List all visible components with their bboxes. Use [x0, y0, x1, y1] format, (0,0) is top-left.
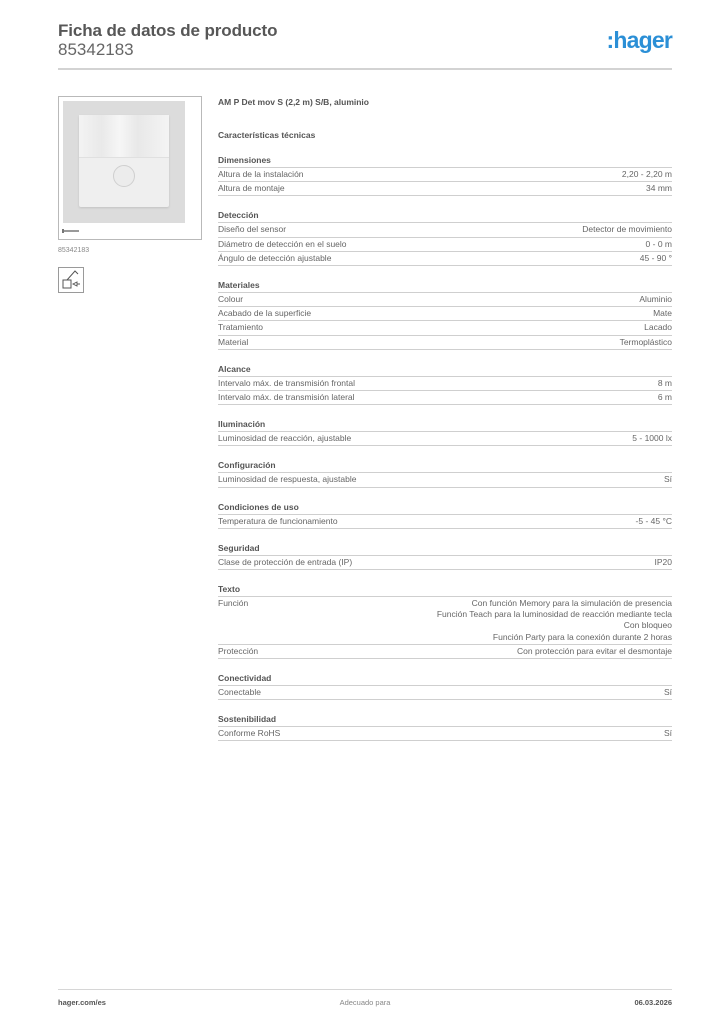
hager-logo: :hager	[606, 27, 672, 53]
left-panel	[58, 96, 202, 293]
spec-label: Protección	[218, 645, 259, 656]
screw-icon	[62, 229, 80, 233]
spec-label: Clase de protección de entrada (IP)	[218, 556, 353, 567]
sensor-button	[113, 165, 135, 187]
spec-group-configuracion	[218, 459, 672, 487]
spec-label: Colour	[218, 294, 244, 305]
spec-row	[218, 307, 672, 321]
spec-value: 5 - 1000 lx	[632, 433, 672, 444]
spec-value: 0 - 0 m	[645, 238, 672, 249]
spec-label: Diseño del sensor	[218, 224, 287, 235]
spec-row	[218, 252, 672, 266]
spec-row	[218, 556, 672, 570]
spec-value: Sí	[663, 474, 672, 485]
group-title: Configuración	[218, 459, 672, 473]
spec-value: Detector de movimiento	[582, 224, 672, 235]
spec-value: Lacado	[644, 322, 672, 333]
product-number: 85342183	[58, 40, 134, 59]
group-title: Condiciones de uso	[218, 501, 672, 515]
spec-value-line: Con función Memory para la simulación de presencia	[471, 598, 672, 609]
spec-value-line: Función Teach para la luminosidad de reacción mediante tecla	[436, 609, 672, 620]
spec-value: 2,20 - 2,20 m	[621, 169, 672, 179]
spec-label: Acabado de la superficie	[218, 308, 312, 319]
spec-group-seguridad	[218, 542, 672, 570]
spec-value: -5 - 45 °C	[635, 515, 672, 526]
group-title: Materiales	[218, 279, 672, 293]
spec-value: Con protección para evitar el desmontaje	[517, 645, 672, 656]
spec-row	[218, 391, 672, 405]
spec-row	[218, 377, 672, 391]
document-title: Ficha de datos de producto	[58, 21, 278, 40]
spec-row	[218, 223, 672, 237]
page-footer	[58, 998, 672, 1010]
spec-label: Conforme RoHS	[218, 728, 281, 739]
spec-value-line: Función Party para la conexión durante 2 horas	[492, 631, 672, 642]
spec-label: Luminosidad de respuesta, ajustable	[218, 474, 357, 485]
page-header	[58, 20, 672, 70]
spec-row	[218, 515, 672, 529]
group-title: Detección	[218, 209, 672, 223]
spec-row	[218, 168, 672, 182]
spec-value: Mate	[653, 308, 672, 319]
spec-value: IP20	[654, 556, 672, 567]
spec-value: 45 - 90 °	[639, 252, 672, 263]
spec-row	[218, 597, 672, 645]
spec-label: Diámetro de detección en el suelo	[218, 238, 347, 249]
spec-value: 6 m	[657, 392, 672, 403]
spec-label: Intervalo máx. de transmisión frontal	[218, 377, 356, 388]
spec-row	[218, 182, 672, 196]
spec-group-alcance	[218, 363, 672, 405]
group-title: Sostenibilidad	[218, 713, 672, 727]
spec-row	[218, 473, 672, 487]
group-title: Conectividad	[218, 672, 672, 686]
product-image	[58, 96, 202, 240]
spec-row	[218, 321, 672, 335]
spec-value-multiline	[248, 598, 672, 643]
spec-group-texto	[218, 583, 672, 659]
spec-value-line: Con bloqueo	[623, 620, 672, 631]
spec-label: Material	[218, 336, 249, 347]
spec-value: 8 m	[657, 377, 672, 388]
spec-label: Luminosidad de reacción, ajustable	[218, 433, 352, 444]
article-number: 85342183	[58, 247, 90, 254]
sensor-lens	[79, 115, 169, 158]
spec-group-conectividad	[218, 672, 672, 700]
spec-group-sostenibilidad	[218, 713, 672, 741]
group-title: Texto	[218, 583, 672, 597]
spec-row	[218, 727, 672, 741]
spec-row	[218, 293, 672, 307]
spec-row	[218, 432, 672, 446]
footer-website-link[interactable]: hager.com/es	[58, 998, 106, 1007]
spec-row	[218, 238, 672, 252]
installation-height-symbol-icon	[58, 267, 84, 293]
motion-detector-body	[79, 115, 169, 207]
product-frame-plate	[63, 101, 185, 223]
spec-group-materiales	[218, 279, 672, 350]
spec-row	[218, 686, 672, 700]
spec-label: Altura de la instalación	[218, 169, 304, 179]
spec-value: 34 mm	[646, 183, 672, 194]
product-name: AM P Det mov S (2,2 m) S/B, aluminio	[218, 97, 369, 107]
group-title: Alcance	[218, 363, 672, 377]
spec-group-condiciones-de-uso	[218, 501, 672, 529]
spec-label: Intervalo máx. de transmisión lateral	[218, 392, 355, 403]
spec-label: Función	[218, 598, 249, 609]
spec-row	[218, 336, 672, 350]
section-title: Características técnicas	[218, 130, 316, 140]
spec-label: Ángulo de detección ajustable	[218, 252, 332, 263]
group-title: Iluminación	[218, 418, 672, 432]
spec-value: Termoplástico	[619, 336, 672, 347]
spec-group-iluminacion	[218, 418, 672, 446]
spec-label: Tratamiento	[218, 322, 264, 333]
spec-label: Temperatura de funcionamiento	[218, 515, 338, 526]
spec-value: Aluminio	[639, 294, 672, 305]
spec-label: Conectable	[218, 687, 262, 698]
footer-center-text: Adecuado para	[339, 998, 391, 1007]
spec-label: Altura de montaje	[218, 183, 285, 194]
footer-divider	[58, 989, 672, 990]
spec-group-deteccion	[218, 209, 672, 266]
spec-row	[218, 645, 672, 659]
spec-group-dimensiones	[218, 154, 672, 196]
footer-date: 06.03.2026	[634, 998, 672, 1007]
spec-value: Sí	[663, 687, 672, 698]
group-title: Seguridad	[218, 542, 672, 556]
specifications-panel	[218, 96, 672, 741]
header-divider	[58, 68, 672, 70]
spec-value: Sí	[663, 728, 672, 739]
group-title: Dimensiones	[218, 154, 672, 168]
